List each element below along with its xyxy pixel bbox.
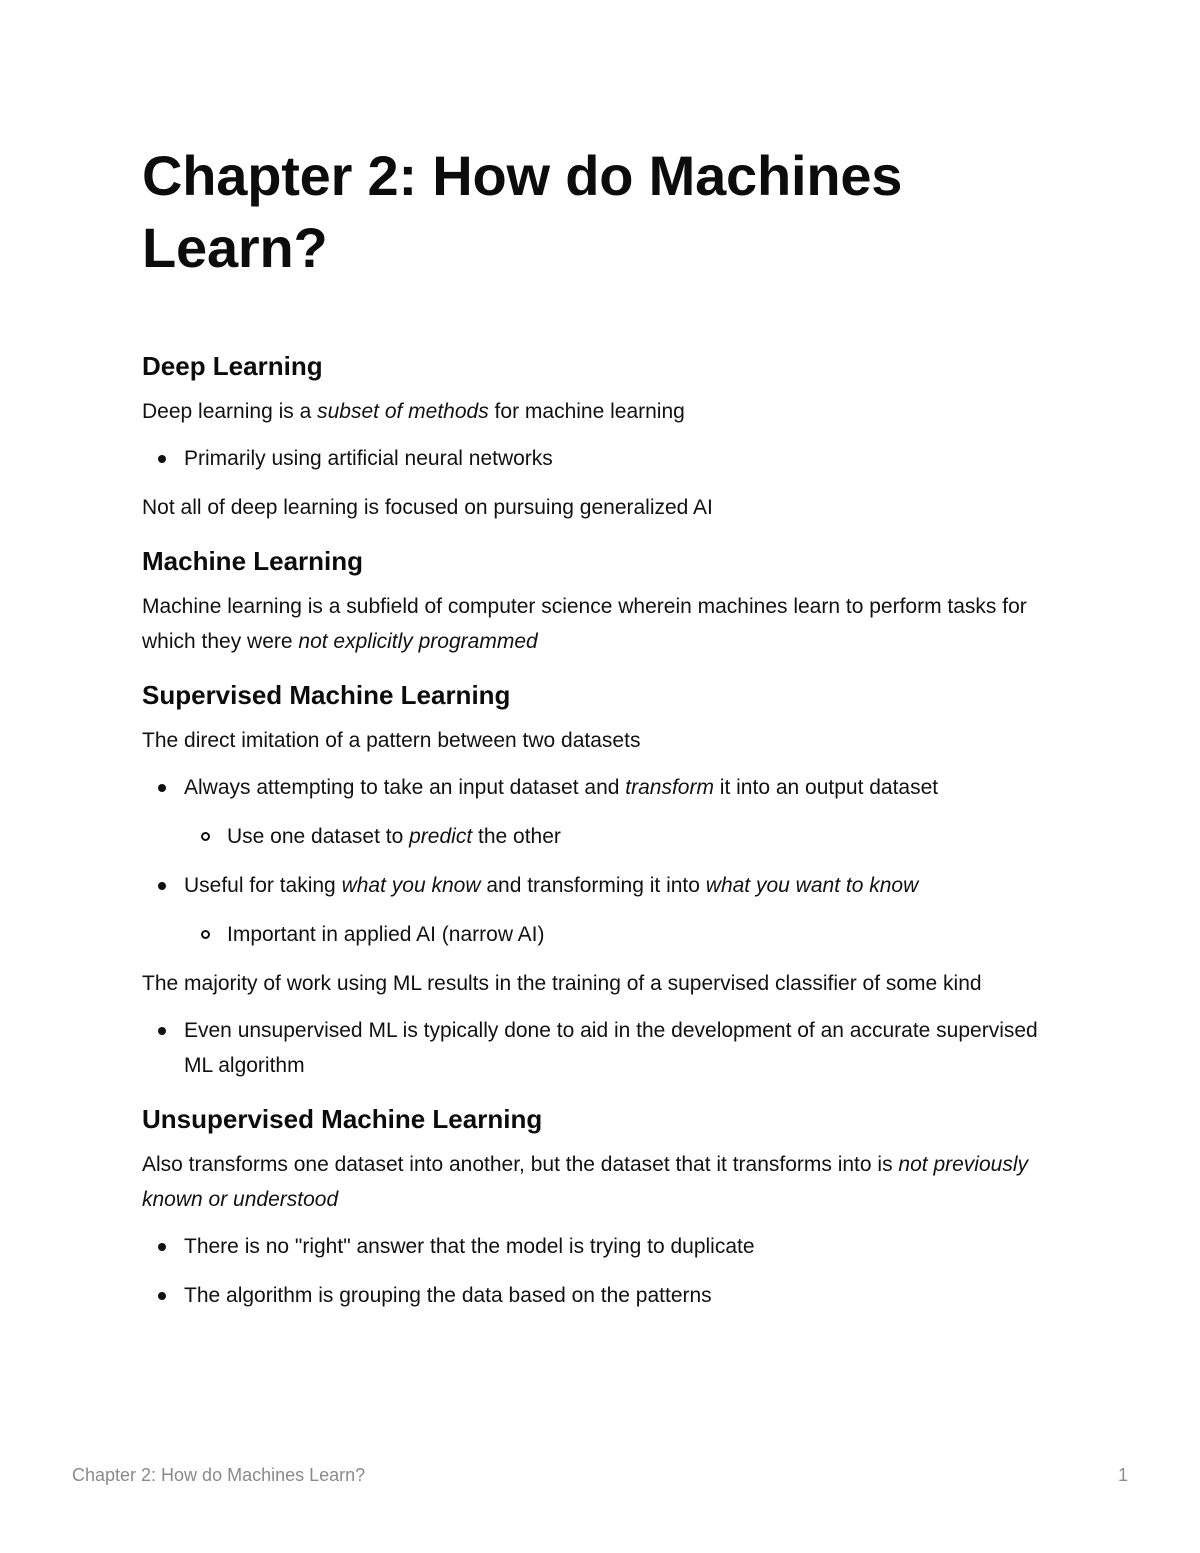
bullet-list [142,770,1062,952]
section-unsupervised-ml [142,1103,1062,1313]
bullet-dot-icon [158,1243,166,1251]
page-content [142,140,1062,1333]
list-item: Primarily using artificial neural networks [142,441,1062,476]
bullet-dot-icon [158,882,166,890]
bullet-dot-icon [158,784,166,792]
footer-title: Chapter 2: How do Machines Learn? [72,1465,366,1485]
section-heading: Unsupervised Machine Learning [142,1104,543,1134]
section-deep-learning [142,350,1062,525]
bullet-dot-icon [158,1027,166,1035]
paragraph: The majority of work using ML results in the training of a supervised classifier of some kind [142,972,982,995]
paragraph: The direct imitation of a pattern between two datasets [142,729,641,752]
section-heading: Supervised Machine Learning [142,680,511,710]
paragraph: Deep learning is a subset of methods for machine learning [142,400,685,423]
bullet-dot-icon [158,455,166,463]
paragraph: Machine learning is a subfield of computer science wherein machines learn to perform tasks for which they were not explicitly programmed [142,595,1027,653]
bullet-list [142,441,1062,476]
bullet-dot-icon [158,1292,166,1300]
section-heading: Deep Learning [142,351,323,381]
list-item: Useful for taking what you know and transforming it into what you want to know [142,868,1062,903]
section-heading: Machine Learning [142,546,364,576]
page-number: 1 [1117,1465,1128,1485]
paragraph: Not all of deep learning is focused on pursuing generalized AI [142,496,713,519]
section-machine-learning [142,545,1062,659]
list-item: Always attempting to take an input dataset and transform it into an output dataset [142,770,1062,805]
bullet-list [142,1229,1062,1313]
paragraph: Also transforms one dataset into another, but the dataset that it transforms into is not previously known or understood [142,1153,1028,1211]
sub-list-item: Use one dataset to predict the other [142,819,1062,854]
list-item: There is no "right" answer that the model is trying to duplicate [142,1229,1062,1264]
list-item: The algorithm is grouping the data based on the patterns [142,1278,1062,1313]
bullet-list [142,1013,1062,1083]
list-item: Even unsupervised ML is typically done to aid in the development of an accurate supervised ML algorithm [142,1013,1062,1083]
sub-list-item: Important in applied AI (narrow AI) [142,917,1062,952]
section-supervised-ml [142,679,1062,1083]
bullet-circle-icon [201,832,210,841]
bullet-circle-icon [201,930,210,939]
page-title: Chapter 2: How do Machines Learn? [142,144,903,279]
